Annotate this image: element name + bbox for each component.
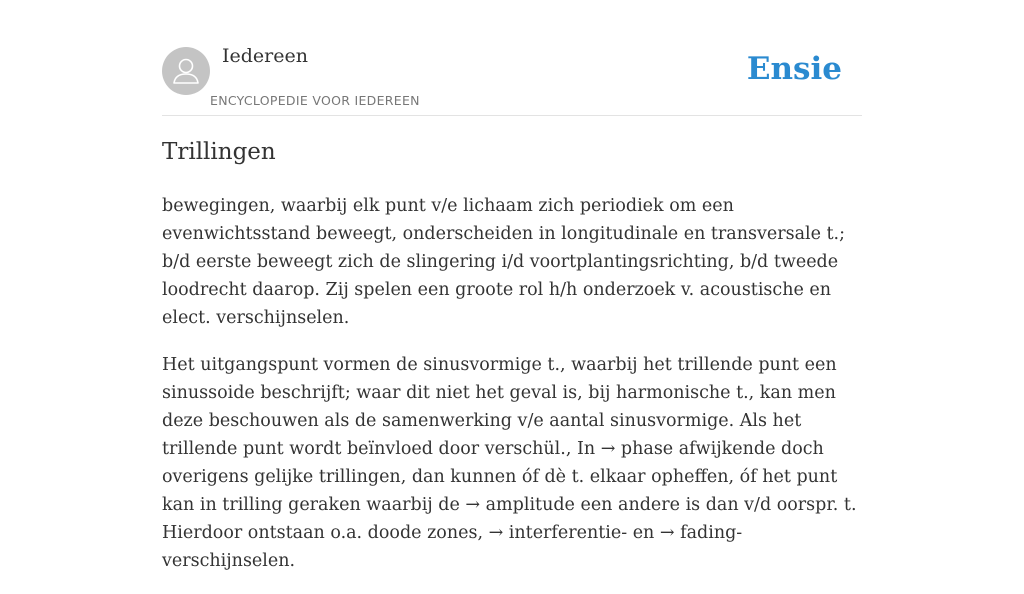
- article-paragraph: Het uitgangspunt vormen de sinusvormige t., waarbij het trillende punt een sinussoide beschrijft; waar dit niet het geval is, bij harmonische t., kan men deze beschouwen als de samenwerking v/e aantal sinusvormige. Als het trillende punt wordt beïnvloed door verschül., In → phase afwijkende doch overigens gelijke trillingen, dan kunnen óf dè t. elkaar opheffen, óf het punt kan in trilling geraken waarbij de → amplitude een andere is dan v/d oorspr. t. Hierdoor ontstaan o.a. doode zones, → interferentie- en → fading-verschijnselen.: [162, 355, 857, 571]
- article-paragraph: bewegingen, waarbij elk punt v/e lichaam zich periodiek om een evenwichtsstand beweegt, onderscheiden in longitudinale en transversale t.; b/d eerste beweegt zich de slingering i/d voortplantingsrichting, b/d tweede loodrecht daarop. Zij spelen een groote rol h/h onderzoek v. acoustische en elect. verschijnselen.: [162, 196, 846, 328]
- user-silhouette-icon: [162, 47, 210, 95]
- site-tagline: ENCYCLOPEDIE VOOR IEDEREEN: [210, 93, 420, 108]
- avatar[interactable]: [162, 47, 210, 95]
- article-title: Trillingen: [162, 139, 276, 165]
- username-link[interactable]: Iedereen: [222, 45, 308, 67]
- brand-logo[interactable]: Ensie: [746, 51, 842, 87]
- site-header: [162, 0, 862, 116]
- page-container: [162, 0, 862, 571]
- article-body: [162, 192, 862, 594]
